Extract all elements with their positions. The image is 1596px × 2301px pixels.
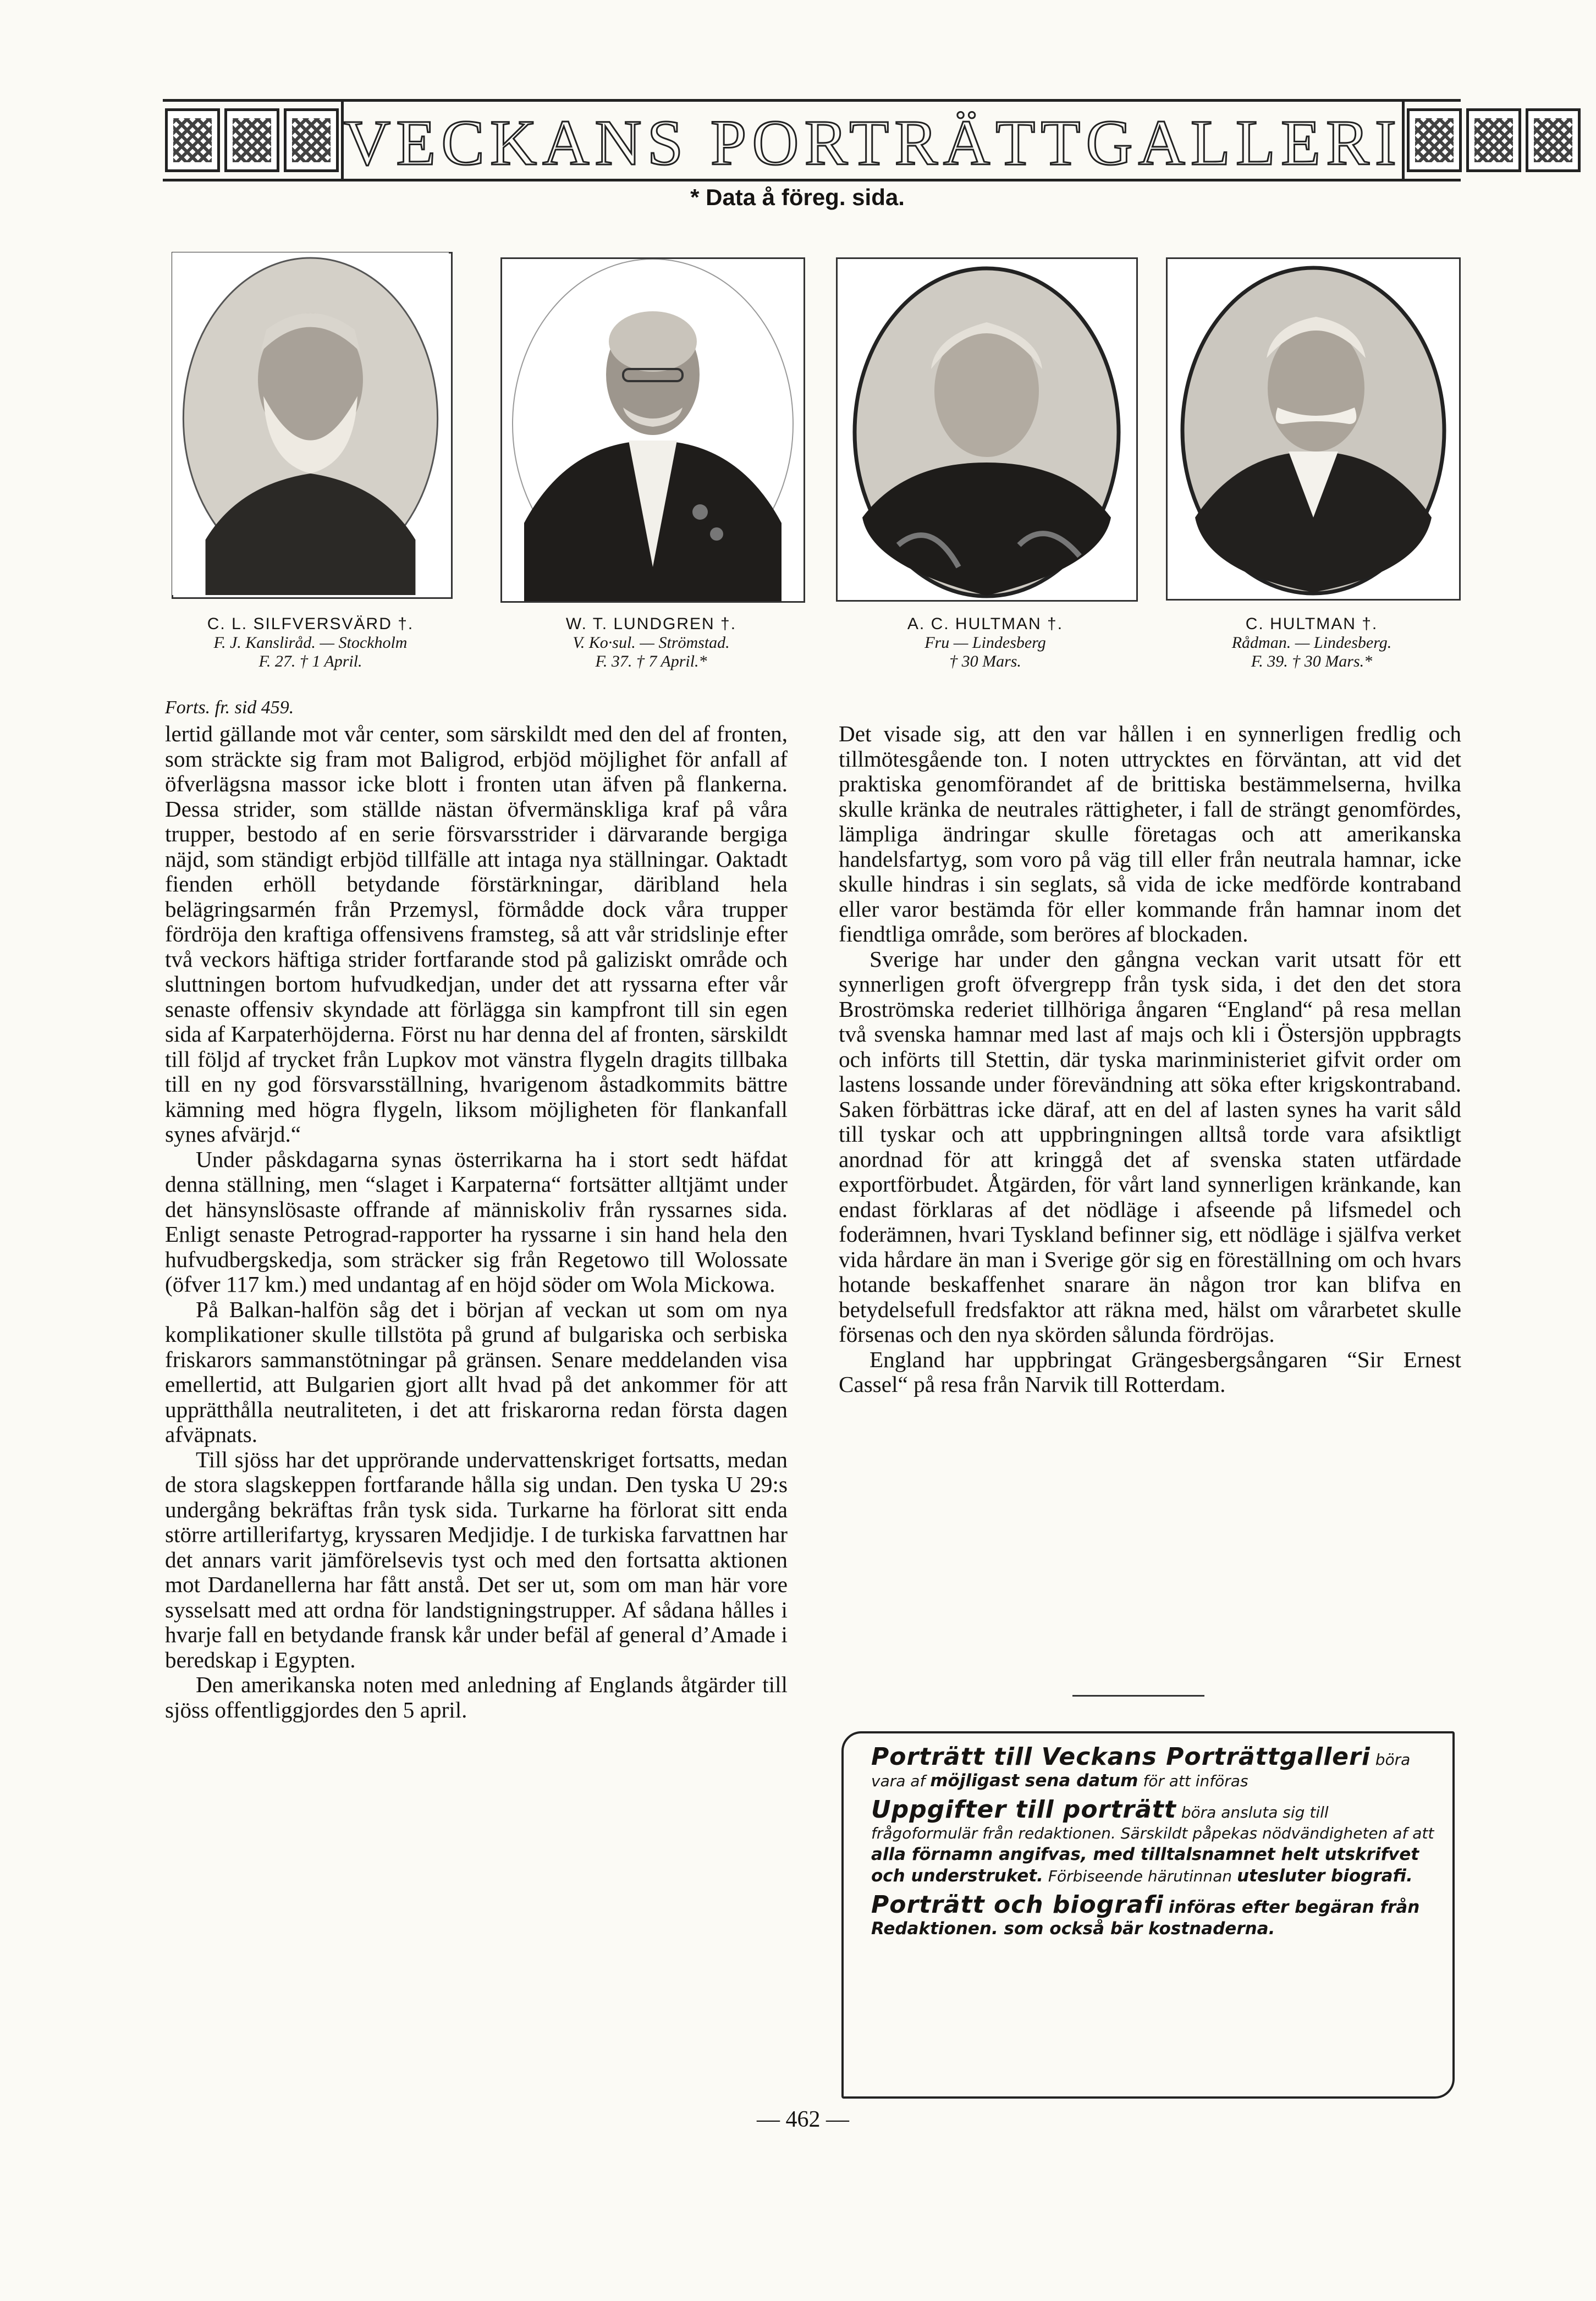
article-column-left	[165, 722, 788, 1722]
portrait-frame-2	[500, 257, 805, 603]
article-paragraph: England har uppbringat Grängesbergsångaren “Sir Ernest Cassel“ på resa från Narvik till Rotterdam.	[839, 1346, 1461, 1397]
portrait-dates: F. 27. † 1 April.	[258, 652, 362, 670]
portrait-photo-1	[172, 252, 449, 595]
page-number: — 462 —	[757, 2107, 849, 2132]
ornament-tile-icon	[1466, 108, 1521, 172]
article-paragraph: Sverige har under den gångna veckan varit utsatt för ett synnerligen groft öfvergrepp från tysk sida, i det den det stora Broströmska rederiet tillhöriga ångaren “England“ på resa mellan två svenska hamnar med last af majs och kli i Östersjön uppbragts och införts till Stettin, där tyska marinministeriet gifvit order om lastens lossande under förevändning att söka efter krigskontraband. Saken förbättras icke däraf, att en del af lasten synes ha varit såld till tyskar och att uppbringningen alltså torde vara afsiktligt anordnad för att kringgå det af svenska staten utfärdade exportförbudet. Åtgärden, för vårt land synnerligen kränkande, kan endast förklaras af det nödläge i afseende på lifsmedel och foderämnen, hvari Tyskland befinner sig, ett nödläge i själfva verket vida hårdare än man i Sverige gör sig en föreställning om och hvars hotande beskaffenhet snarare än någon tror kan blifva en betydelsefull fredsfaktor att räkna med, hälst om vårarbetet skulle försenas och den nya skörden sålunda fördröjas.	[839, 946, 1461, 1347]
portrait-caption-4	[1166, 615, 1457, 671]
data-note: * Data å föreg. sida.	[690, 184, 905, 210]
man-portrait-icon	[502, 259, 803, 601]
ornament-right	[1405, 104, 1583, 176]
article-paragraph: Den amerikanska noten med anledning af Englands åtgärder till sjöss offentliggjordes den 5 april.	[165, 1672, 788, 1722]
portrait-name: C. L. SILFVERSVÄRD †.	[207, 615, 414, 633]
continuation-note: Forts. fr. sid 459.	[165, 697, 294, 718]
notice-text: böra ansluta sig till frågoformulär från redaktionen. Särskildt påpekas nödvändigheten af att	[871, 1803, 1434, 1842]
portrait-title: V. Ko·sul. — Strömstad.	[573, 634, 730, 652]
notice-emphasis: möjligast sena datum	[930, 1771, 1138, 1791]
article-paragraph: lertid gällande mot vår center, som särskildt med den del af fronten, som sträckte sig fram mot Baligrod, erbjöd möjlighet för anfall af öfverlägsna massor icke blott i fronten utan äfven på flankerna. Dessa strider, som ställde nästan öfvermänskliga kraf på våra trupper, bestodo af en serie försvarsstrider i därvarande bergiga näjd, som ständigt erbjöd tillfälle att intaga nya ställningar. Oaktadt fienden erhöll betydande förstärkningar, däribland hela belägringsarmén från Przemysl, förmådde dock våra trupper fördröja den kraftiga offensivens framsteg, så att vår stridslinje efter två veckors häftiga strider fortfarande stod på galiziskt område och sluttningen bortom hufvudkedjan, under det att ryssarna efter vår senaste offensiv skyndade att förlägga sin kampfront till sin egen sida af Karpaterhöjderna. Först nu har denna del af fronten, särskildt till följd af trycket från Lupkov mot vänstra flygeln dragits tillbaka till en ny god försvarsställning, hvarigenom åstadkommits bättre kämning med högra flygeln, liksom möjligheten för flankanfall synes afvärjd.“	[165, 721, 788, 1147]
page-title: VECKANS PORTRÄTTGALLERI	[341, 102, 1405, 179]
notice-heading: Porträtt och biografi	[871, 1891, 1164, 1919]
article-paragraph: Det visade sig, att den var hållen i en synnerligen fredlig och tillmötesgående ton. I noten uttrycktes en förväntan, att vid det praktiska genomförandet af de brittiska bestämmelserna, hvilka skulle kränka de neutrales rättigheter, i fall de strängt genomfördes, lämpliga ändringar skulle företagas och att amerikanska handelsfartyg, som voro på väg till eller från neutrala hamnar, icke skulle hindras i sin seglats, så vida de icke medförde kontraband eller varor bestämda för eller kommande från hamnar inom det fiendtliga område, som beröres af blockaden.	[839, 721, 1461, 946]
portrait-dates: F. 39. † 30 Mars.*	[1251, 652, 1373, 670]
notice-emphasis: införas efter begäran från Redaktionen. som också bär kostnaderna.	[871, 1897, 1420, 1939]
ornament-tile-icon	[1526, 108, 1581, 172]
portrait-frame-3	[836, 257, 1138, 602]
portrait-name: W. T. LUNDGREN †.	[565, 615, 737, 633]
portrait-caption-1	[172, 615, 449, 671]
section-divider	[1072, 1695, 1204, 1697]
portrait-name: C. HULTMAN †.	[1245, 615, 1378, 633]
portrait-dates: F. 37. † 7 April.*	[595, 652, 707, 670]
article-paragraph: Under påskdagarna synas österrikarna ha i stort sedt häfdat denna ställning, men “slaget i Karpaterna“ fortsätter alltjämt under det hänsynslösaste offrande af människoliv från ryssarnes sida. Enligt senaste Petrograd-rapporter ha ryssarne i sin hand hela den hufvudbergskedja, som sträcker sig från Regetowo till Wolossate (öfver 117 km.) med undantag af en höjd söder om Wola Mickowa.	[165, 1146, 788, 1297]
portrait-title: Rådman. — Lindesberg.	[1231, 634, 1392, 652]
notice-emphasis: alla förnamn angifvas, med tilltalsnamnet helt utskrifvet och understruket.	[871, 1845, 1419, 1886]
portrait-title: F. J. Kansliråd. — Stockholm	[213, 634, 408, 652]
man-portrait-icon	[172, 252, 449, 595]
ornament-tile-icon	[224, 108, 279, 172]
notice-paragraph-2	[871, 1796, 1436, 1887]
portrait-caption-3	[836, 615, 1135, 671]
woman-portrait-icon	[838, 259, 1136, 600]
notice-paragraph-3	[871, 1891, 1436, 1940]
notice-emphasis: utesluter biografi.	[1237, 1866, 1413, 1886]
notice-heading: Porträtt till Veckans Porträttgalleri	[871, 1743, 1371, 1771]
header-banner	[163, 99, 1461, 181]
ornament-tile-icon	[165, 108, 220, 172]
notice-box	[841, 1731, 1455, 2099]
article-paragraph: Till sjöss har det upprörande undervattenskriget fortsatts, medan de stora slagskeppen fortfarande hålla sig undan. Den tyska U 29:s undergång bekräftas från tysk sida. Turkarne ha förlorat sitt enda större artillerifartyg, kryssaren Medjidje. I de turkiska farvattnen har det annars varit jämförelsevis tyst och med den fortsatta aktionen mot Dardanellerna har fått anstå. Det ser ut, som om man här vore sysselsatt med att ordna för landstigningstrupper. Af sådana hålles i hvarje fall en betydande fransk kår under befäl af general d’Amade i beredskap i Egypten.	[165, 1446, 788, 1672]
notice-text: för att införas	[1143, 1772, 1248, 1790]
man-portrait-icon	[1168, 259, 1459, 599]
notice-text: böra vara af	[871, 1750, 1411, 1790]
ornament-tile-icon	[1407, 108, 1462, 172]
portrait-name: A. C. HULTMAN †.	[907, 615, 1064, 633]
portrait-caption-2	[500, 615, 802, 671]
notice-paragraph-1	[871, 1743, 1436, 1792]
portrait-frame-1	[172, 252, 453, 599]
portrait-dates: † 30 Mars.	[949, 652, 1021, 670]
portrait-frame-4	[1166, 257, 1461, 601]
article-column-right	[839, 722, 1461, 1397]
article-paragraph: På Balkan-halfön såg det i början af veckan ut som om nya komplikationer skulle tillstöta på grund af bulgariska och serbiska friskarors sammanstötningar på gränsen. Senare meddelanden visa emellertid, att Bulgarien gjort allt hvad på det ankommer för att upprätthålla neutraliteten, i det att friskarorna redan första dagen afväpnats.	[165, 1296, 788, 1447]
ornament-tile-icon	[284, 108, 339, 172]
notice-heading: Uppgifter till porträtt	[871, 1796, 1176, 1824]
ornament-left	[163, 104, 341, 176]
portrait-title: Fru — Lindesberg	[924, 634, 1046, 652]
notice-text: Förbiseende härutinnan	[1048, 1867, 1232, 1885]
